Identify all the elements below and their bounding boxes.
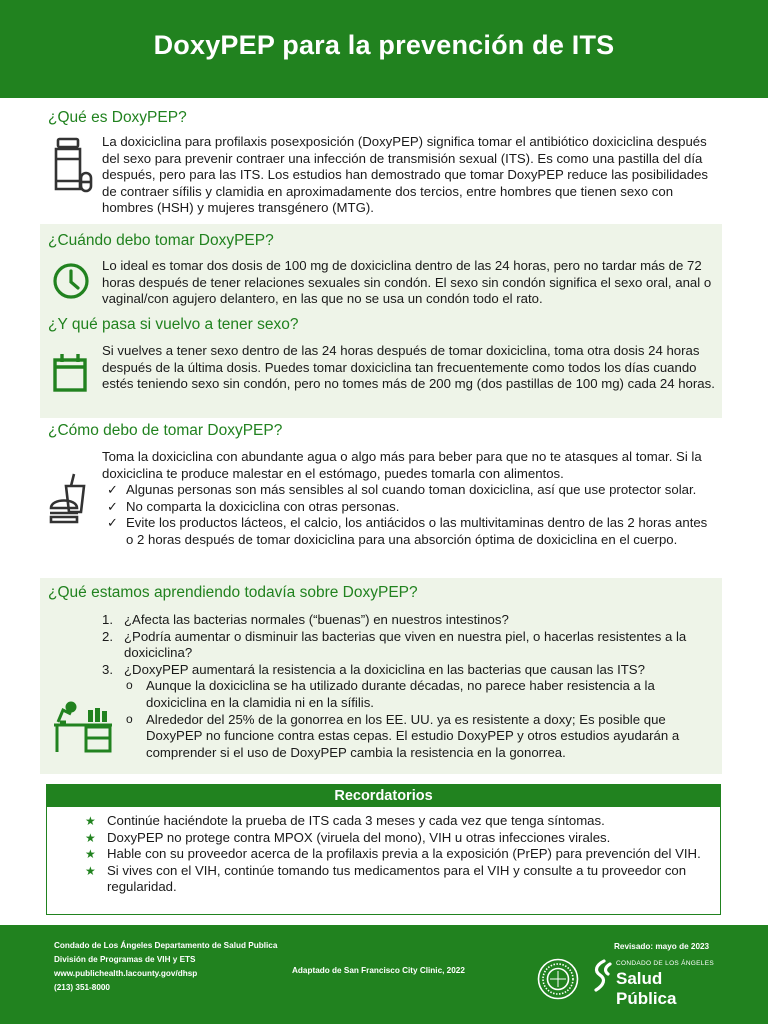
list-item: ✓ Evite los productos lácteos, el calcio, los antiácidos o las multivitaminas dentro de las 2 horas antes o 2 horas después de tomar doxiciclina para una absorción óptima de doxiciclina en el cuerpo. [107, 515, 708, 547]
page-footer [0, 925, 768, 1024]
learning-content [102, 612, 718, 761]
section-body: Si vuelves a tener sexo dentro de las 24 horas después de tomar doxiciclina, toma otra dosis 24 horas después de la última dosis. Puedes tomar doxiciclina tan frecuentemente como todos los días cuando estés teniendo sexo sin condón, pero no tomes más de 200 mg (dos pastillas de 100 mg) cada 24 horas. [102, 343, 715, 392]
section-learning [40, 578, 722, 774]
calendar-icon [52, 352, 88, 397]
footer-division: División de Programas de VIH y ETS [54, 955, 196, 964]
checkmark-icon: ✓ [107, 482, 119, 498]
logo-county-text: CONDADO DE LOS ÁNGELES [616, 960, 714, 967]
star-icon: ★ [85, 847, 96, 862]
section-body: Lo ideal es tomar dos dosis de 100 mg de doxiciclina dentro de las 24 horas, pero no tardar más de 72 horas después de tener relaciones sexuales sin condón. El sexo sin condón significa el sexo oral, anal o vaginal/con agujero delantero, en las que no se usa un condón todo el rato. [102, 258, 712, 307]
list-item: ★ DoxyPEP no protege contra MPOX (viruela del mono), VIH u otras infecciones virales. [85, 829, 611, 845]
footer-revised: Revisado: mayo de 2023 [614, 942, 710, 951]
circle-bullet-icon: o [126, 711, 133, 726]
footer-org-name: Condado de Los Ángeles Departamento de Salud Publica [54, 941, 278, 950]
reminders-list [83, 813, 703, 896]
reminders-title: Recordatorios [47, 785, 720, 807]
list-item: ✓ Algunas personas son más sensibles al sol cuando toman doxiciclina, así que use protector solar. [107, 482, 697, 498]
logo-mark-icon [590, 958, 614, 999]
footer-website-link[interactable]: www.publichealth.lacounty.gov/dhsp [54, 969, 198, 978]
star-icon: ★ [85, 830, 96, 845]
section-heading: ¿Qué estamos aprendiendo todavía sobre DoxyPEP? [48, 584, 418, 601]
section-heading: ¿Y qué pasa si vuelvo a tener sexo? [48, 316, 299, 333]
section-heading: ¿Cuándo debo tomar DoxyPEP? [48, 232, 274, 249]
list-item: ✓ No comparta la doxiciclina con otras personas. [107, 498, 400, 514]
list-item: 2. ¿Podría aumentar o disminuir las bacterias que viven en nuestra piel, o hacerlas resistentes a la doxiciclina? [102, 628, 687, 661]
footer-adapted: Adaptado de San Francisco City Clinic, 2022 [292, 966, 465, 975]
how-intro: Toma la doxiciclina con abundante agua o algo más para beber para que no te atasques al tomar. Si la doxiciclina te produce malestar en el estómago, puedes tomarla con alimentos. [102, 449, 702, 481]
footer-phone: (213) 351-8000 [54, 983, 110, 992]
clock-icon [52, 262, 90, 305]
food-drink-icon [48, 472, 100, 531]
learning-sublist [124, 678, 718, 761]
county-seal-icon [537, 958, 579, 1000]
list-item: o Alrededor del 25% de la gonorrea en los EE. UU. ya es resistente a doxy; Es posible que DoxyPEP no funcione contra estas cepas. El estudio DoxyPEP y otros estudios ayudarán a comprender si el uso de DoxyPEP cambia la resistencia en la gonorrea. [126, 711, 680, 760]
section-what [40, 104, 722, 222]
section-body: La doxiciclina para profilaxis posexposición (DoxyPEP) significa tomar el antibiótico doxiciclina después del sexo para prevenir contraer una infección de transmisión sexual (ITS). Es como una pastilla del día después, pero para las ITS. Los estudios han demostrado que tomar DoxyPEP reduce las posibilidades de contraer sífilis y clamidia en aproximadamente dos tercios, entre hombres que tienen sexo con hombres (HSH) y mujeres transgénero (MTG). [102, 134, 709, 216]
section-when [40, 224, 722, 308]
star-icon: ★ [85, 863, 96, 878]
section-again [40, 308, 722, 418]
section-heading: ¿Cómo debo de tomar DoxyPEP? [48, 422, 283, 439]
learning-list [102, 612, 718, 761]
how-checklist [102, 482, 716, 548]
pill-bottle-icon [52, 137, 94, 198]
list-item: 1. ¿Afecta las bacterias normales (“buenas”) en nuestros intestinos? [102, 612, 509, 627]
list-item: ★ Continúe haciéndote la prueba de ITS cada 3 meses y cada vez que tenga síntomas. [85, 813, 605, 828]
section-heading: ¿Qué es DoxyPEP? [48, 109, 187, 126]
circle-bullet-icon: o [126, 678, 133, 693]
list-item: ★ Hable con su proveedor acerca de la profilaxis previa a la exposición (PrEP) para prevención del VIH. [85, 846, 701, 862]
footer-org-info [54, 939, 277, 995]
page-title: DoxyPEP para la prevención de ITS [153, 30, 615, 60]
salud-publica-logo [590, 958, 725, 1008]
star-icon: ★ [85, 814, 96, 828]
reminders-box [46, 784, 721, 915]
logo-name-text: Salud Pública [616, 969, 677, 1008]
page-header [0, 0, 768, 98]
section-how [40, 418, 722, 578]
checkmark-icon: ✓ [107, 498, 119, 514]
how-content [102, 449, 716, 549]
checkmark-icon: ✓ [107, 515, 119, 531]
list-item: 3. ¿DoxyPEP aumentará la resistencia a la doxiciclina en las bacterias que causan las ITS? o Aunque la doxiciclina se ha utilizado durante décadas, no parece haber resistencia a la doxiciclina en la clamidia ni en la sífilis. o Alrededor del 25% de la gonorrea en los EE. UU. ya es resistente a doxy; Es posible que DoxyPEP no funcione contra estas cepas. El estudio DoxyPEP y otros estudios ayudarán a comprender si el uso de DoxyPEP cambia la resistencia en la gonorrea. [102, 662, 718, 762]
list-item: o Aunque la doxiciclina se ha utilizado durante décadas, no parece haber resistencia a la doxiciclina en la clamidia ni en la sífilis. [126, 678, 655, 710]
list-item: ★ Si vives con el VIH, continúe tomando tus medicamentos para el VIH y consulte a tu proveedor con regularidad. [85, 862, 687, 895]
